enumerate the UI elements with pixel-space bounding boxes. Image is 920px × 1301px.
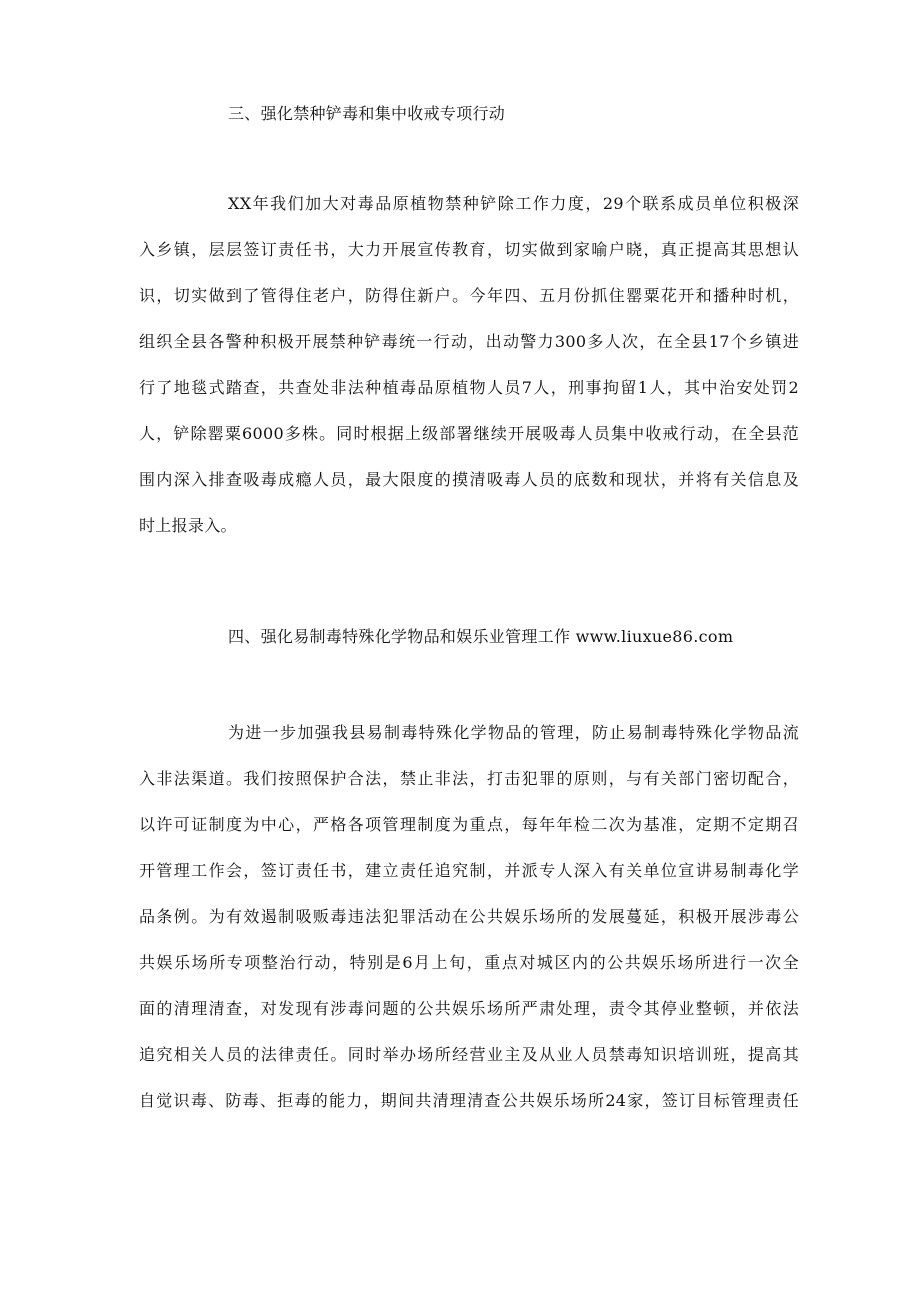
paragraph-line: 组织全县各警种积极开展禁种铲毒统一行动，出动警力300多人次，在全县17个乡镇进 (139, 332, 799, 351)
paragraph-line: 入非法渠道。我们按照保护合法，禁止非法，打击犯罪的原则，与有关部门密切配合， (139, 769, 799, 788)
paragraph-line: 自觉识毒、防毒、拒毒的能力，期间共清理清查公共娱乐场所24家，签订目标管理责任 (139, 1091, 799, 1110)
section-3-heading: 三、强化禁种铲毒和集中收戒专项行动 (228, 104, 506, 123)
paragraph-line: 行了地毯式踏查，共查处非法种植毒品原植物人员7人，刑事拘留1人，其中治安处罚2 (139, 378, 799, 397)
paragraph-line: 人，铲除罂粟6000多株。同时根据上级部署继续开展吸毒人员集中收戒行动，在全县范 (139, 424, 799, 443)
paragraph-line: 识，切实做到了管得住老户，防得住新户。今年四、五月份抓住罂粟花开和播种时机， (139, 286, 799, 305)
paragraph-line: 以许可证制度为中心，严格各项管理制度为重点，每年年检二次为基准，定期不定期召 (139, 815, 799, 834)
paragraph-line: 面的清理清查，对发现有涉毒问题的公共娱乐场所严肃处理，责令其停业整顿，并依法 (139, 999, 799, 1018)
paragraph-line: 品条例。为有效遏制吸贩毒违法犯罪活动在公共娱乐场所的发展蔓延，积极开展涉毒公 (139, 907, 799, 926)
paragraph-line: 开管理工作会，签订责任书，建立责任追究制，并派专人深入有关单位宣讲易制毒化学 (139, 861, 799, 880)
paragraph-line: 时上报录入。 (139, 516, 237, 535)
paragraph-line: 入乡镇，层层签订责任书，大力开展宣传教育，切实做到家喻户晓，真正提高其思想认 (139, 240, 799, 259)
section-4-heading: 四、强化易制毒特殊化学物品和娱乐业管理工作 www.liuxue86.com (228, 627, 734, 646)
paragraph-line: 追究相关人员的法律责任。同时举办场所经营业主及从业人员禁毒知识培训班，提高其 (139, 1045, 799, 1064)
paragraph-line: 围内深入排查吸毒成瘾人员，最大限度的摸清吸毒人员的底数和现状，并将有关信息及 (139, 470, 799, 489)
paragraph-line: XX年我们加大对毒品原植物禁种铲除工作力度，29个联系成员单位积极深 (228, 194, 799, 213)
paragraph-line: 共娱乐场所专项整治行动，特别是6月上旬，重点对城区内的公共娱乐场所进行一次全 (139, 953, 799, 972)
paragraph-line: 为进一步加强我县易制毒特殊化学物品的管理，防止易制毒特殊化学物品流 (228, 723, 799, 742)
